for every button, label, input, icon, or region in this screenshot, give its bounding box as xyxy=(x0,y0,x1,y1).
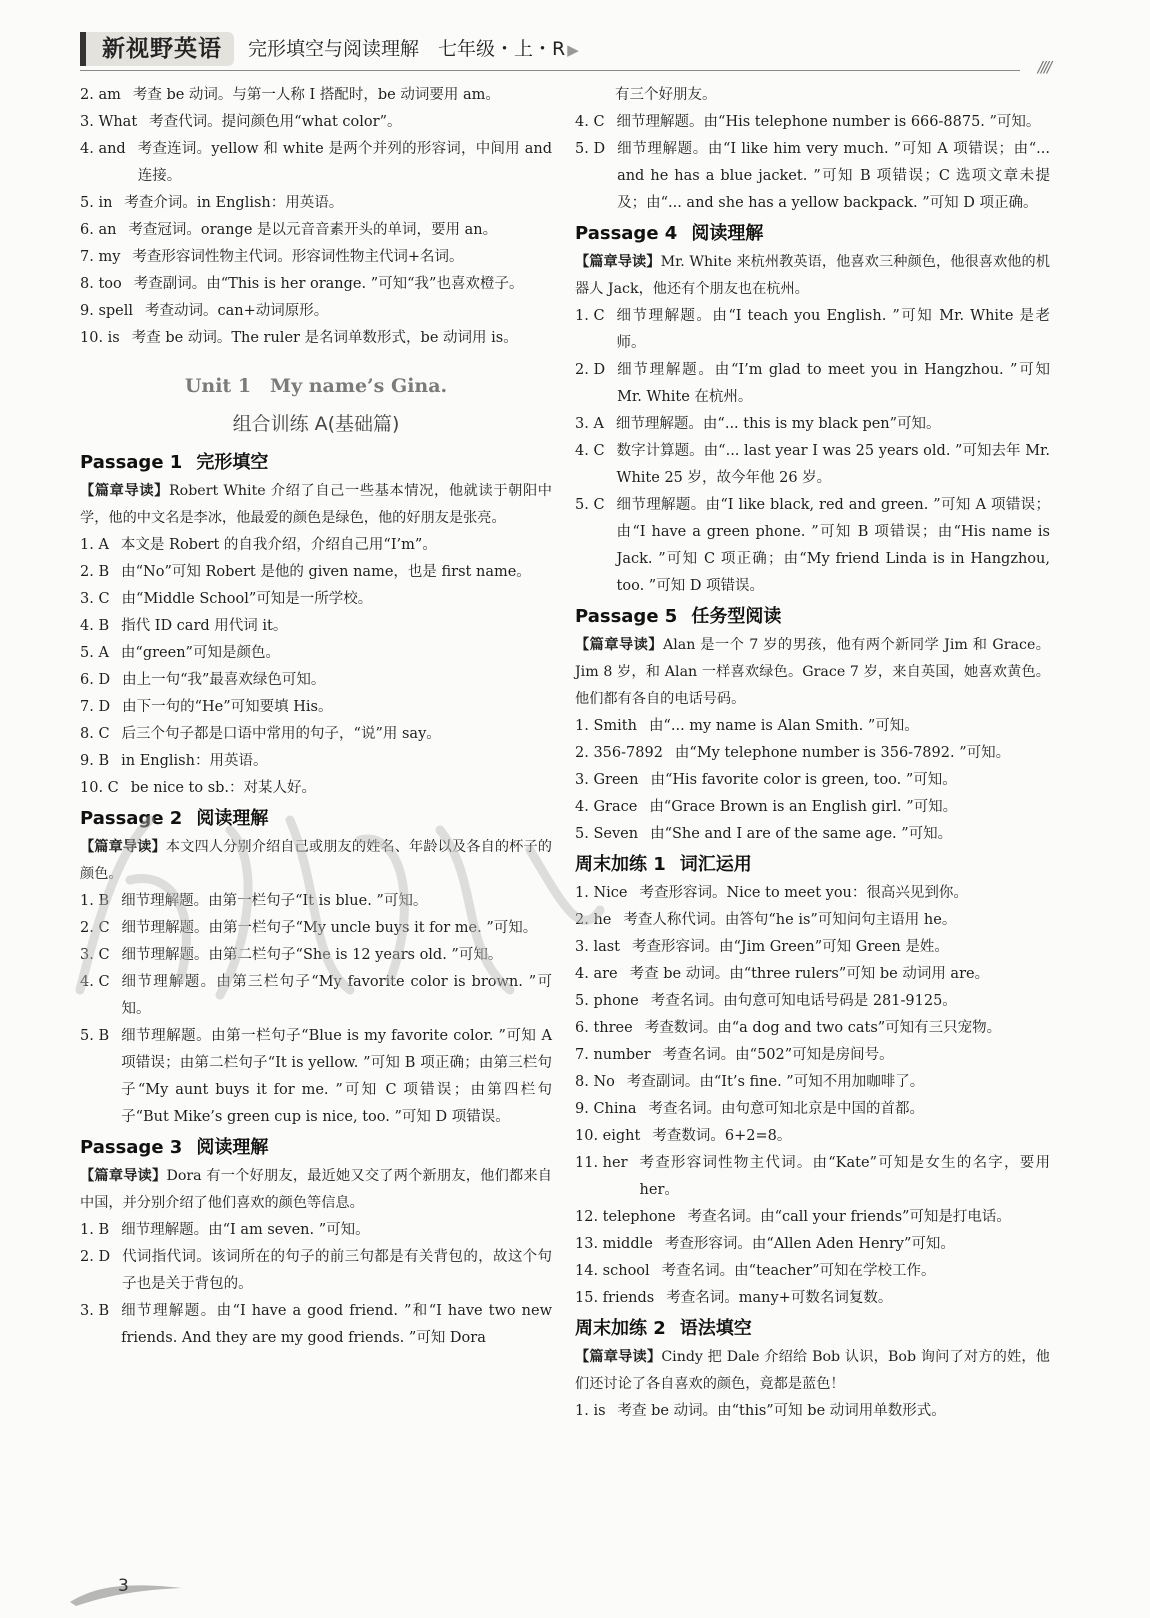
answer-key: 6. an xyxy=(80,222,117,238)
answer-key: 2. D xyxy=(80,1249,111,1265)
guide-text: Cindy 把 Dale 介绍给 Bob 认识，Bob 询问了对方的姓，他们还讨论了各自喜欢的颜色，竟都是蓝色！ xyxy=(575,1349,1050,1392)
answer-note: 由“green”可知是颜色。 xyxy=(120,645,280,661)
answer-item xyxy=(80,667,552,694)
guide-text: Mr. White 来杭州教英语，他喜欢三种颜色，他很喜欢他的机器人 Jack，他还有个朋友也在杭州。 xyxy=(575,254,1050,297)
answer-note: 由“... my name is Alan Smith. ”可知。 xyxy=(648,718,919,734)
answer-note: 本文是 Robert 的自我介绍，介绍自己用“I’m”。 xyxy=(120,537,437,553)
answer-key: 3. C xyxy=(80,591,110,607)
answer-key: 1. B xyxy=(80,893,110,909)
weekend-1-heading xyxy=(575,850,1050,880)
answer-note: 细节理解题。由“I have a good friend. ”和“I have two new friends. And they are my good friends. ”可知 Dora xyxy=(121,1303,552,1346)
guide-text: Alan 是一个 7 岁的男孩，他有两个新同学 Jim 和 Grace。Jim 8 岁，和 Alan 一样喜欢绿色。Grace 7 岁，来自英国，她喜欢黄色。他们都有各自的电话号码。 xyxy=(575,637,1050,707)
answer-list xyxy=(80,888,552,1131)
answer-note: 考查 be 动词。The ruler 是名词单数形式，be 动词用 is。 xyxy=(131,330,518,346)
answer-item xyxy=(80,109,552,136)
guide-text: 本文四人分别介绍自己或朋友的姓名、年龄以及各自的杯子的颜色。 xyxy=(80,839,552,882)
page-header xyxy=(80,30,1050,76)
answer-key: 1. A xyxy=(80,537,109,553)
answer-item xyxy=(575,136,1050,217)
answer-key: 3. What xyxy=(80,114,138,130)
answer-item xyxy=(80,942,552,969)
answer-note: 考查名词。由“call your friends”可知是打电话。 xyxy=(687,1209,1011,1225)
unit-subtitle: 组合训练 A(基础篇) xyxy=(232,413,400,435)
answer-note: 考查介词。in English：用英语。 xyxy=(124,195,344,211)
passage-guide xyxy=(575,632,1050,713)
answer-note: 考查代词。提问颜色用“what color”。 xyxy=(149,114,402,130)
answer-key: 9. China xyxy=(575,1101,637,1117)
guide-tag: 【篇章导读】 xyxy=(80,839,166,855)
guide-text: Dora 有一个好朋友，最近她又交了两个新朋友，他们都来自中国，并分别介绍了他们喜欢的颜色等信息。 xyxy=(80,1168,552,1211)
answer-note: 考查 be 动词。由“three rulers”可知 be 动词用 are。 xyxy=(629,966,990,982)
answer-item xyxy=(575,907,1050,934)
passage-1-heading xyxy=(80,448,552,478)
answer-key: 2. am xyxy=(80,87,121,103)
answer-item xyxy=(575,438,1050,492)
answer-key: 1. Smith xyxy=(575,718,637,734)
answer-key: 1. B xyxy=(80,1222,110,1238)
answer-key: 1. Nice xyxy=(575,885,628,901)
subtitle-text: 完形填空与阅读理解 七年级・上・R xyxy=(248,38,566,60)
answer-note: 由“No”可知 Robert 是他的 given name，也是 first name。 xyxy=(121,564,531,580)
answer-note: 考查形容词性物主代词。形容词性物主代词+名词。 xyxy=(132,249,464,265)
answer-item xyxy=(575,1231,1050,1258)
header-rule xyxy=(80,70,1020,71)
passage-4-heading xyxy=(575,219,1050,249)
answer-note: 考查冠词。orange 是以元音音素开头的单词，要用 an。 xyxy=(128,222,498,238)
answer-key: 5. B xyxy=(80,1028,110,1044)
header-slashes: //// xyxy=(1037,58,1050,76)
answer-item xyxy=(575,934,1050,961)
answer-key: 7. number xyxy=(575,1047,651,1063)
answer-key: 13. middle xyxy=(575,1236,653,1252)
answer-item xyxy=(80,748,552,775)
page-number: 3 xyxy=(118,1576,129,1596)
answer-key: 4. C xyxy=(575,114,605,130)
answer-note: 考查名词。many+可数名词复数。 xyxy=(666,1290,893,1306)
answer-key: 10. C xyxy=(80,780,119,796)
answer-item xyxy=(80,613,552,640)
answer-key: 2. B xyxy=(80,564,110,580)
passage-guide xyxy=(80,1163,552,1217)
answer-item xyxy=(575,880,1050,907)
answer-item xyxy=(80,775,552,802)
answer-key: 1. C xyxy=(575,308,605,324)
answer-list xyxy=(575,1398,1050,1425)
answer-note: 细节理解题。由“I teach you English. ”可知 Mr. White 是老师。 xyxy=(616,308,1050,351)
answer-note: 由“My telephone number is 356-7892. ”可知。 xyxy=(674,745,1011,761)
answer-item xyxy=(575,1258,1050,1285)
answer-note: 考查名词。由“teacher”可知在学校工作。 xyxy=(661,1263,936,1279)
book-title: 新视野英语 xyxy=(80,32,234,66)
answer-key: 4. and xyxy=(80,141,126,157)
book-subtitle xyxy=(248,34,579,65)
answer-note: 考查副词。由“This is her orange. ”可知“我”也喜欢橙子。 xyxy=(133,276,524,292)
answer-item xyxy=(80,325,552,352)
answer-item xyxy=(80,190,552,217)
answer-key: 2. D xyxy=(575,362,606,378)
answer-key: 8. too xyxy=(80,276,122,292)
answer-note: be nice to sb.：对某人好。 xyxy=(130,780,317,796)
answer-item xyxy=(575,713,1050,740)
answer-item xyxy=(575,492,1050,600)
answer-note: 考查名词。由句意可知北京是中国的首都。 xyxy=(648,1101,924,1117)
answer-list xyxy=(575,109,1050,217)
answer-key: 5. D xyxy=(575,141,606,157)
continued-note: 有三个好朋友。 xyxy=(615,87,717,103)
answer-key: 10. eight xyxy=(575,1128,641,1144)
answer-key: 7. my xyxy=(80,249,121,265)
answer-item xyxy=(80,586,552,613)
guide-tag: 【篇章导读】 xyxy=(575,254,661,270)
answer-note: 考查名词。由句意可知电话号码是 281-9125。 xyxy=(650,993,957,1009)
answer-note: 考查形容词。由“Jim Green”可知 Green 是姓。 xyxy=(632,939,949,955)
answer-note: 考查副词。由“It’s fine. ”可知不用加咖啡了。 xyxy=(626,1074,925,1090)
answer-item xyxy=(575,1015,1050,1042)
answer-note: 由上一句“我”最喜欢绿色可知。 xyxy=(122,672,326,688)
answer-item xyxy=(80,1023,552,1131)
answer-key: 12. telephone xyxy=(575,1209,676,1225)
answer-key: 4. C xyxy=(80,974,110,990)
answer-item xyxy=(575,1150,1050,1204)
arrow-icon: ▶ xyxy=(567,41,579,59)
answer-note: 细节理解题。由“I like black, red and green. ”可知 A 项错误；由“I have a green phone. ”可知 B 项错误；由“His name is Jack. ”可知 C 项正确；由“My friend Linda is in Hangzhou, too. ”可知 D 项错误。 xyxy=(616,497,1050,594)
answer-key: 5. Seven xyxy=(575,826,639,842)
answer-key: 2. 356-7892 xyxy=(575,745,663,761)
section-label: 周末加练 1 xyxy=(575,854,666,875)
section-label: 周末加练 2 xyxy=(575,1318,666,1339)
answer-item xyxy=(575,740,1050,767)
answer-key: 15. friends xyxy=(575,1290,655,1306)
passage-3-heading xyxy=(80,1133,552,1163)
answer-list xyxy=(575,880,1050,1312)
answer-item xyxy=(80,1217,552,1244)
answer-item xyxy=(80,532,552,559)
section-label: Passage 1 xyxy=(80,452,183,473)
answer-item xyxy=(575,767,1050,794)
section-label: Passage 2 xyxy=(80,808,183,829)
left-column xyxy=(80,82,552,1352)
answer-key: 5. C xyxy=(575,497,605,513)
answer-item xyxy=(575,1042,1050,1069)
answer-key: 3. C xyxy=(80,947,110,963)
answer-item xyxy=(575,1398,1050,1425)
answer-list xyxy=(575,303,1050,600)
answer-key: 9. spell xyxy=(80,303,134,319)
answer-item xyxy=(80,217,552,244)
answer-key: 3. last xyxy=(575,939,620,955)
answer-note: 细节理解题。由“His telephone number is 666-8875. ”可知。 xyxy=(616,114,1041,130)
answer-key: 5. in xyxy=(80,195,113,211)
answer-item xyxy=(80,82,552,109)
answer-item xyxy=(575,1285,1050,1312)
answer-item xyxy=(575,411,1050,438)
answer-note: 考查 be 动词。由“this”可知 be 动词用单数形式。 xyxy=(617,1403,946,1419)
answer-note: 考查名词。由“502”可知是房间号。 xyxy=(662,1047,894,1063)
answer-item xyxy=(575,109,1050,136)
section-type: 任务型阅读 xyxy=(691,606,782,627)
passage-guide xyxy=(80,834,552,888)
answer-item xyxy=(80,298,552,325)
answer-item xyxy=(575,794,1050,821)
answer-key: 1. is xyxy=(575,1403,606,1419)
answer-note: 考查形容词性物主代词。由“Kate”可知是女生的名字，要用 her。 xyxy=(639,1155,1050,1198)
answer-note: 由“His favorite color is green, too. ”可知。 xyxy=(650,772,957,788)
section-label: Passage 3 xyxy=(80,1137,183,1158)
section-type: 阅读理解 xyxy=(196,1137,269,1158)
section-type: 阅读理解 xyxy=(196,808,269,829)
answer-key: 3. A xyxy=(575,416,604,432)
guide-tag: 【篇章导读】 xyxy=(80,1168,167,1184)
answer-key: 7. D xyxy=(80,699,111,715)
section-type: 词汇运用 xyxy=(679,854,752,875)
answer-key: 8. No xyxy=(575,1074,615,1090)
section-type: 完形填空 xyxy=(196,452,269,473)
continued-text xyxy=(575,82,1050,109)
answer-key: 6. three xyxy=(575,1020,633,1036)
guide-tag: 【篇章导读】 xyxy=(575,1349,662,1365)
answer-list xyxy=(80,1217,552,1352)
answer-item xyxy=(575,357,1050,411)
section-label: Passage 5 xyxy=(575,606,678,627)
answer-key: 11. her xyxy=(575,1155,628,1171)
answer-item xyxy=(80,888,552,915)
answer-note: 由“She and I are of the same age. ”可知。 xyxy=(650,826,953,842)
answer-note: 细节理解题。由第二栏句子“She is 12 years old. ”可知。 xyxy=(121,947,503,963)
answer-note: 指代 ID card 用代词 it。 xyxy=(121,618,288,634)
answer-note: 由下一句的“He”可知要填 His。 xyxy=(122,699,333,715)
answer-note: 细节理解题。由“I am seven. ”可知。 xyxy=(121,1222,370,1238)
passage-5-heading xyxy=(575,602,1050,632)
answer-note: 考查数词。6+2=8。 xyxy=(652,1128,792,1144)
answer-key: 3. Green xyxy=(575,772,639,788)
answer-note: 细节理解题。由“I like him very much. ”可知 A 项错误；由“... and he has a blue jacket. ”可知 B 项错误；C 选项文章未提及；由“... and she has a yellow backpack. ”可知 D 项正确。 xyxy=(617,141,1050,211)
answer-key: 9. B xyxy=(80,753,110,769)
answer-note: 由“Grace Brown is an English girl. ”可知。 xyxy=(649,799,958,815)
answer-item xyxy=(80,915,552,942)
passage-2-heading xyxy=(80,804,552,834)
guide-tag: 【篇章导读】 xyxy=(80,483,169,499)
answer-note: 数字计算题。由“... last year I was 25 years old. ”可知去年 Mr. White 25 岁，故今年他 26 岁。 xyxy=(616,443,1050,486)
answer-note: 细节理解题。由第三栏句子“My favorite color is brown. ”可知。 xyxy=(121,974,552,1017)
section-label: Passage 4 xyxy=(575,223,678,244)
answer-item xyxy=(80,559,552,586)
section-type: 语法填空 xyxy=(679,1318,752,1339)
answer-note: 细节理解题。由“I’m glad to meet you in Hangzhou. ”可知 Mr. White 在杭州。 xyxy=(617,362,1050,405)
answer-item xyxy=(575,303,1050,357)
right-column xyxy=(575,82,1050,1425)
answer-item xyxy=(80,1298,552,1352)
answer-item xyxy=(80,969,552,1023)
answer-key: 3. B xyxy=(80,1303,110,1319)
answer-key: 2. he xyxy=(575,912,612,928)
answer-note: 细节理解题。由第一栏句子“Blue is my favorite color. ”可知 A 项错误；由第二栏句子“It is yellow. ”可知 B 项正确；由第三栏句子“My aunt buys it for me. ”可知 C 项错误；由第四栏句子“But Mike’s green cup is nice, too. ”可知 D 项错误。 xyxy=(121,1028,552,1125)
passage-guide xyxy=(80,478,552,532)
answer-note: 考查 be 动词。与第一人称 I 搭配时，be 动词要用 am。 xyxy=(132,87,500,103)
answer-note: 细节理解题。由第一栏句子“It is blue. ”可知。 xyxy=(121,893,428,909)
answer-item xyxy=(575,1069,1050,1096)
answer-note: 考查人称代词。由答句“he is”可知问句主语用 he。 xyxy=(623,912,957,928)
answer-key: 4. B xyxy=(80,618,110,634)
weekend-2-heading xyxy=(575,1314,1050,1344)
guide-tag: 【篇章导读】 xyxy=(575,637,663,653)
answer-list xyxy=(575,713,1050,848)
answer-note: 考查数词。由“a dog and two cats”可知有三只宠物。 xyxy=(644,1020,1002,1036)
answer-list xyxy=(80,532,552,802)
answer-note: in English：用英语。 xyxy=(121,753,268,769)
answer-key: 14. school xyxy=(575,1263,650,1279)
answer-key: 4. Grace xyxy=(575,799,638,815)
answer-key: 5. phone xyxy=(575,993,639,1009)
answer-key: 5. A xyxy=(80,645,109,661)
answer-item xyxy=(80,271,552,298)
answer-note: 考查形容词。由“Allen Aden Henry”可知。 xyxy=(664,1236,955,1252)
answer-item xyxy=(80,640,552,667)
answer-note: 考查形容词。Nice to meet you：很高兴见到你。 xyxy=(639,885,968,901)
answer-item xyxy=(575,1204,1050,1231)
answer-key: 2. C xyxy=(80,920,110,936)
answer-note: 代词指代词。该词所在的句子的前三句都是有关背包的，故这个句子也是关于背包的。 xyxy=(122,1249,552,1292)
answer-note: 细节理解题。由第一栏句子“My uncle buys it for me. ”可知。 xyxy=(121,920,538,936)
answer-item xyxy=(80,721,552,748)
passage-guide xyxy=(575,1344,1050,1398)
answer-list xyxy=(80,82,552,352)
answer-note: 后三个句子都是口语中常用的句子，“说”用 say。 xyxy=(121,726,441,742)
answer-item xyxy=(80,136,552,190)
answer-item xyxy=(575,1123,1050,1150)
answer-item xyxy=(80,694,552,721)
answer-key: 8. C xyxy=(80,726,110,742)
answer-note: 细节理解题。由“... this is my black pen”可知。 xyxy=(615,416,941,432)
answer-key: 10. is xyxy=(80,330,120,346)
answer-note: 由“Middle School”可知是一所学校。 xyxy=(121,591,373,607)
answer-key: 6. D xyxy=(80,672,111,688)
answer-key: 4. are xyxy=(575,966,618,982)
answer-item xyxy=(575,1096,1050,1123)
answer-note: 考查动词。can+动词原形。 xyxy=(145,303,329,319)
passage-guide xyxy=(575,249,1050,303)
answer-item xyxy=(80,244,552,271)
answer-item xyxy=(575,988,1050,1015)
answer-key: 4. C xyxy=(575,443,605,459)
answer-item xyxy=(575,821,1050,848)
guide-text: Robert White 介绍了自己一些基本情况，他就读于朝阳中学，他的中文名是李冰，他最爱的颜色是绿色，他的好朋友是张亮。 xyxy=(80,483,552,526)
answer-note: 考查连词。yellow 和 white 是两个并列的形容词，中间用 and 连接。 xyxy=(137,141,552,184)
section-type: 阅读理解 xyxy=(691,223,764,244)
unit-title: Unit 1 My name’s Gina. xyxy=(184,375,448,397)
answer-item xyxy=(80,1244,552,1298)
answer-item xyxy=(575,961,1050,988)
